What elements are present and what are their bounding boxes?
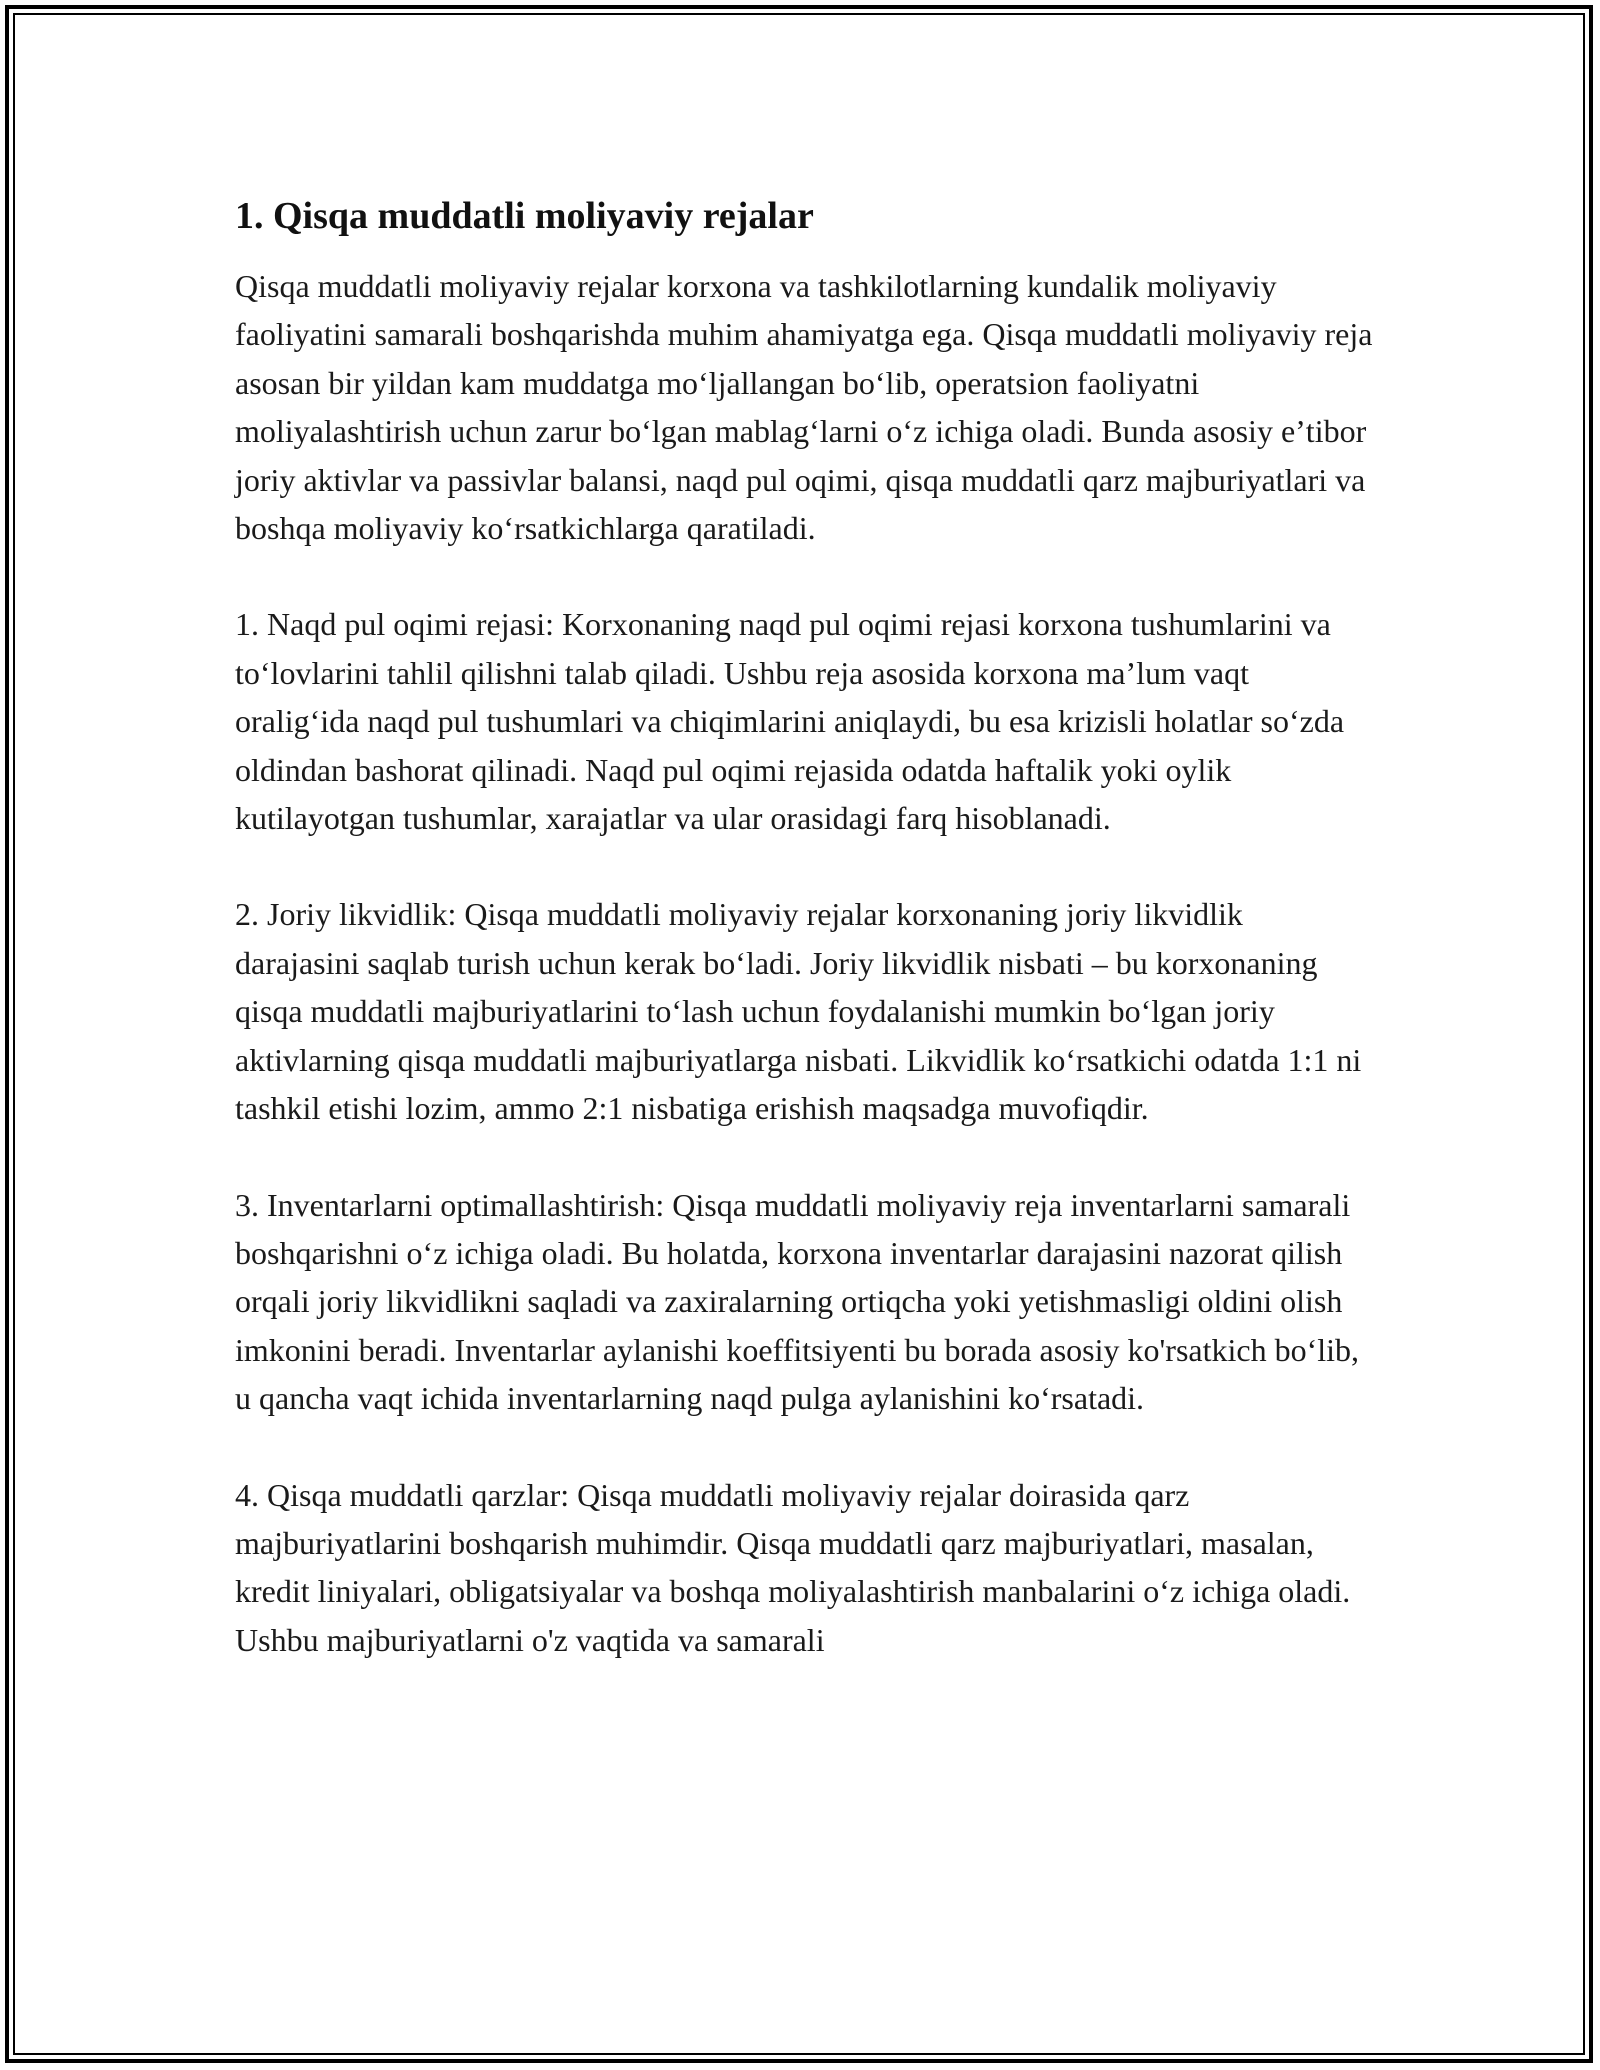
section-heading: 1. Qisqa muddatli moliyaviy rejalar bbox=[235, 195, 814, 237]
document-body bbox=[235, 188, 1375, 1712]
intro-paragraph: Qisqa muddatli moliyaviy rejalar korxona va tashkilotlarning kundalik moliyaviy faoliyatini samarali boshqarishda muhim ahamiyatga ega. Qisqa muddatli moliyaviy reja asosan bir yildan kam muddatga moʻljallangan boʻlib, operatsion faoliyatni moliyalashtirish uchun zarur boʻlgan mablagʻlarni oʻz ichiga oladi. Bunda asosiy eʼtibor joriy aktivlar va passivlar balansi, naqd pul oqimi, qisqa muddatli qarz majburiyatlari va boshqa moliyaviy koʻrsatkichlarga qaratiladi. bbox=[235, 268, 1373, 547]
paragraph-short-term-loans: 4. Qisqa muddatli qarzlar: Qisqa muddatli moliyaviy rejalar doirasida qarz majburiyatlarini boshqarish muhimdir. Qisqa muddatli qarz majburiyatlari, masalan, kredit liniyalari, obligatsiyalar va boshqa moliyalashtirish manbalarini oʻz ichiga oladi. Ushbu majburiyatlarni o'z vaqtida va samarali bbox=[235, 1476, 1351, 1658]
paragraph-cash-flow-plan: 1. Naqd pul oqimi rejasi: Korxonaning naqd pul oqimi rejasi korxona tushumlarini va toʻlovlarini tahlil qilishni talab qiladi. Ushbu reja asosida korxona maʼlum vaqt oraligʻida naqd pul tushumlari va chiqimlarini aniqlaydi, bu esa krizisli holatlar soʻzda oldindan bashorat qilinadi. Naqd pul oqimi rejasida odatda haftalik yoki oylik kutilayotgan tushumlar, xarajatlar va ular orasidagi farq hisoblanadi. bbox=[235, 606, 1345, 837]
paragraph-current-liquidity: 2. Joriy likvidlik: Qisqa muddatli moliyaviy rejalar korxonaning joriy likvidlik darajasini saqlab turish uchun kerak boʻladi. Joriy likvidlik nisbati – bu korxonaning qisqa muddatli majburiyatlarini toʻlash uchun foydalanishi mumkin boʻlgan joriy aktivlarning qisqa muddatli majburiyatlarga nisbati. Likvidlik koʻrsatkichi odatda 1:1 ni tashkil etishi lozim, ammo 2:1 nisbatiga erishish maqsadga muvofiqdir. bbox=[235, 896, 1362, 1127]
paragraph-inventory-optimization: 3. Inventarlarni optimallashtirish: Qisqa muddatli moliyaviy reja inventarlarni samarali boshqarishni oʻz ichiga oladi. Bu holatda, korxona inventarlar darajasini nazorat qilish orqali joriy likvidlikni saqladi va zaxiralarning ortiqcha yoki yetishmasligi oldini olish imkonini beradi. Inventarlar aylanishi koeffitsiyenti bu borada asosiy ko'rsatkich boʻlib, u qancha vaqt ichida inventarlarning naqd pulga aylanishini koʻrsatadi. bbox=[235, 1186, 1360, 1417]
